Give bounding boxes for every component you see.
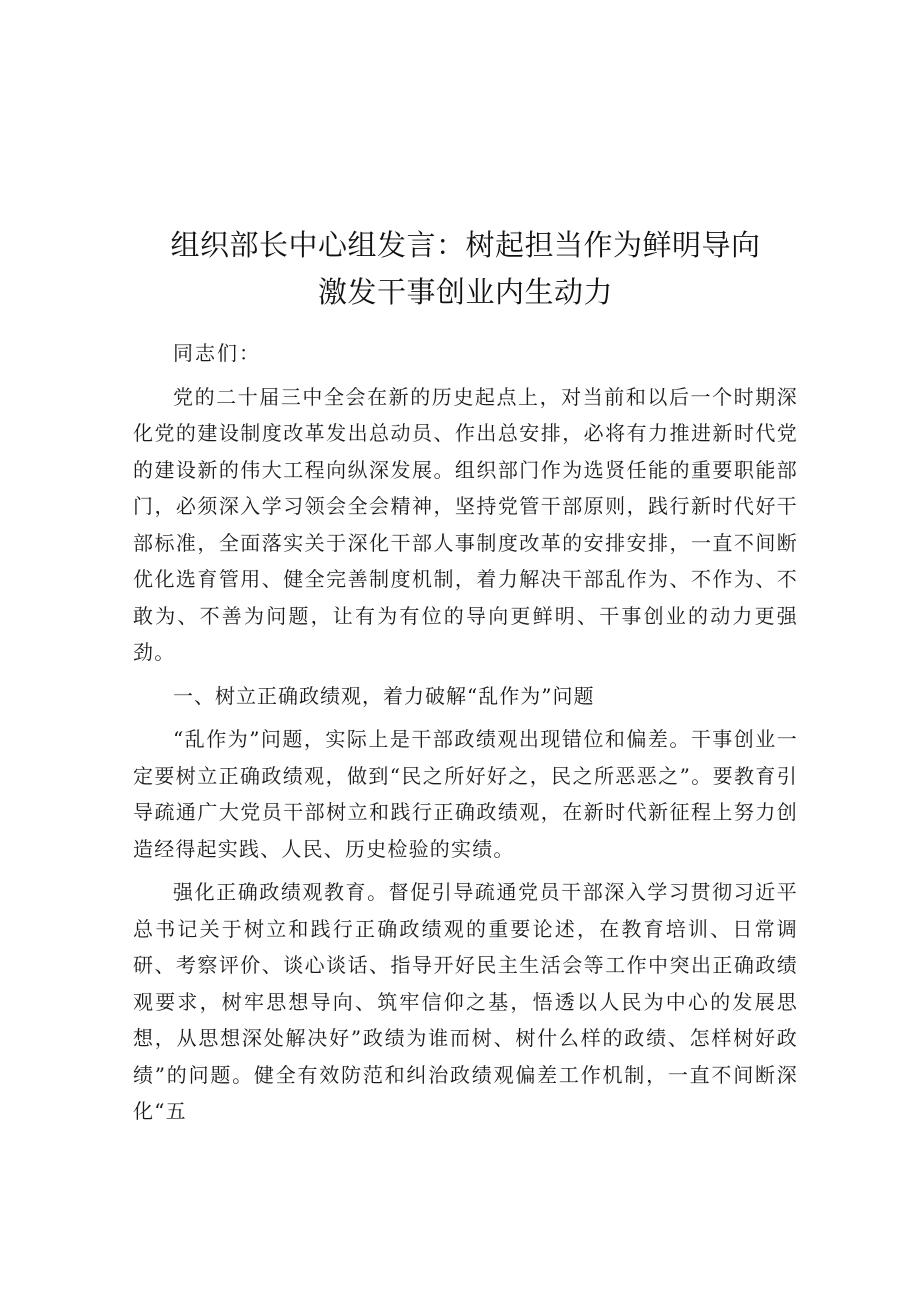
- salutation: 同志们：: [173, 341, 261, 365]
- title-line-1: 组织部长中心组发言：树起担当作为鲜明导向: [170, 228, 761, 262]
- section-heading-1: 一、树立正确政绩观，着力破解“乱作为”问题: [173, 683, 595, 708]
- document-title: [133, 222, 798, 316]
- paragraph-section-1: “乱作为”问题，实际上是干部政绩观出现错位和偏差。干事创业一定要树立正确政绩观，做到“民之所好好之，民之所恶恶之”。要教育引导疏通广大党员干部树立和践行正确政绩观，在新时代新征程上努力创造经得起实践、人民、历史检验的实绩。: [133, 727, 798, 861]
- paragraph-education: 强化正确政绩观教育。督促引导疏通党员干部深入学习贯彻习近平总书记关于树立和践行正确政绩观的重要论述，在教育培训、日常调研、考察评价、谈心谈话、指导开好民主生活会等工作中突出正确政绩观要求，树牢思想导向、筑牢信仰之基，悟透以人民为中心的发展思想，从思想深处解决好”政绩为谁而树、树什么样的政绩、怎样树好政绩”的问题。健全有效防范和纠治政绩观偏差工作机制，一直不间断深化“五: [133, 880, 798, 1123]
- document-page: [133, 222, 798, 1130]
- document-body: [133, 335, 798, 1130]
- title-line-2: 激发干事创业内生动力: [317, 275, 613, 309]
- paragraph-intro: 党的二十届三中全会在新的历史起点上，对当前和以后一个时期深化党的建设制度改革发出总动员、作出总安排，必将有力推进新时代党的建设新的伟大工程向纵深发展。组织部门作为选贤任能的重要职能部门，必须深入学习领会全会精神，坚持党管干部原则，践行新时代好干部标准，全面落实关于深化干部人事制度改革的安排安排，一直不间断优化选育管用、健全完善制度机制，着力解决干部乱作为、不作为、不敢为、不善为问题，让有为有位的导向更鲜明、干事创业的动力更强劲。: [133, 384, 798, 664]
